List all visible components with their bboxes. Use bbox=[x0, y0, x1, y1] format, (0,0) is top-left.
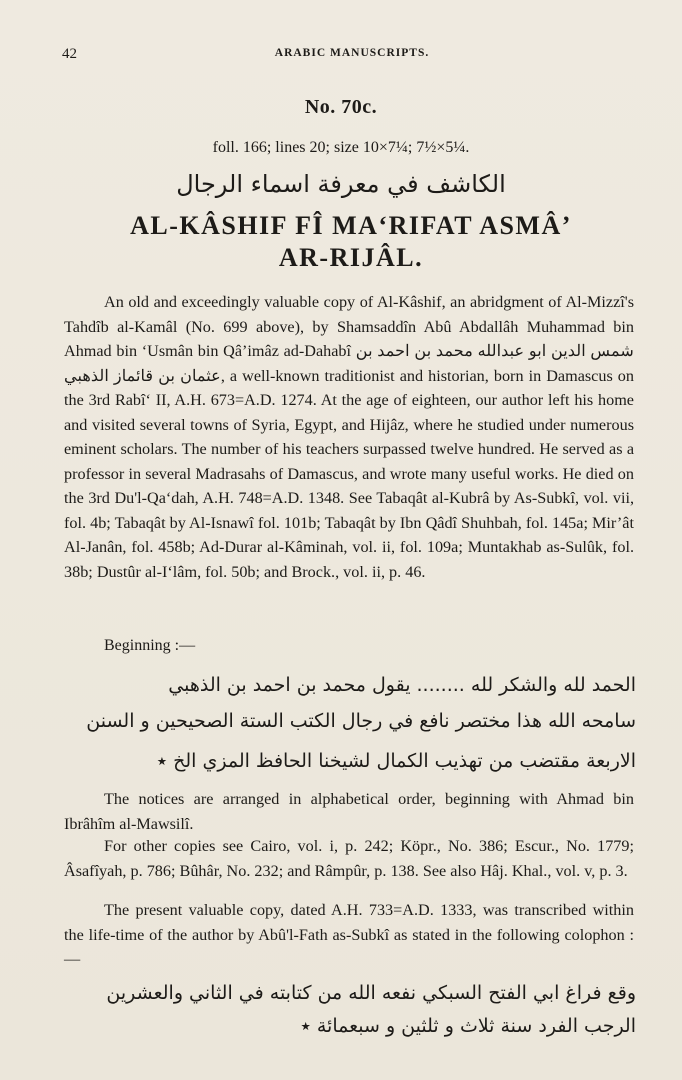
folio-info: foll. 166; lines 20; size 10×7¼; 7½×5¼. bbox=[212, 139, 470, 156]
notices-paragraph: The notices are arranged in alphabetical order, beginning with Ahmad bin Ibrâhîm al-Mawsilî. bbox=[64, 790, 634, 833]
entry-number: No. 70c. bbox=[304, 96, 378, 118]
beginning-arabic-line-3: الاربعة مقتضب من تهذيب الكمال لشيخنا الحافظ المزي الخ ٭ bbox=[156, 750, 636, 772]
running-title: ARABIC MANUSCRIPTS. bbox=[274, 47, 430, 59]
beginning-arabic-line-2: سامحه الله هذا مختصر نافع في رجال الكتب الستة الصحيحين و السنن bbox=[86, 710, 636, 732]
colophon-arabic-line-2: الرجب الفرد سنة ثلاث و ثلثين و سبعمائة ٭ bbox=[300, 1015, 636, 1037]
beginning-label: Beginning :— bbox=[104, 637, 196, 654]
page-header bbox=[62, 46, 642, 68]
arabic-title: الكاشف في معرفة اسماء الرجال bbox=[176, 170, 506, 198]
title-line-2: AR-RIJÂL. bbox=[278, 243, 424, 272]
page-number: 42 bbox=[62, 46, 77, 62]
beginning-arabic-line-1: الحمد لله والشكر لله ........ يقول محمد بن احمد بن الذهبي bbox=[168, 674, 636, 696]
other-copies-paragraph: For other copies see Cairo, vol. i, p. 242; Köpr., No. 386; Escur., No. 1779; Âsafîyah, p. 786; Bûhâr, No. 232; and Râmpûr, p. 138. See also Hâj. Khal., vol. v, p. 3. bbox=[64, 837, 634, 880]
description-paragraph: An old and exceedingly valuable copy of Al-Kâshif, an abridgment of Al-Mizzî's Tahdîb al-Kamâl (No. 699 above), by Shamsaddîn Abû Abdallâh Muhammad bin Ahmad bin ‘Usmân bin Qâ’imâz ad-Dahabî شمس الدين ابو عبدالله محمد بن احمد بن عثمان بن قائماز الذهبي, a well-known traditionist and historian, born in Damascus on the 3rd Rabî‘ II, A.H. 673=A.D. 1274. At the age of eighteen, our author left his home and visited several towns of Syria, Egypt, and Hijâz, where he studied under numerous eminent scholars. The number of his teachers surpassed twelve hundred. He served as a professor in several Madrasahs of Damascus, and wrote many useful works. He died on the 3rd Du'l-Qa‘dah, A.H. 748=A.D. 1348. See Tabaqât al-Kubrâ by As-Subkî, vol. vii, fol. 4b; Tabaqât by Al-Isnawî fol. 101b; Tabaqât by Ibn Qâdî Shuhbah, fol. 145a; Mir’ât Al-Janân, fol. 458b; Ad-Durar al-Kâminah, vol. ii, fol. 109a; Muntakhab as-Sulûk, fol. 38b; Dustûr al-I‘lâm, fol. 50b; and Brock., vol. ii, p. 46. bbox=[64, 293, 634, 581]
present-copy-paragraph: The present valuable copy, dated A.H. 733=A.D. 1333, was transcribed within the life-time of the author by Abû'l-Fath as-Subkî as stated in the following colophon :— bbox=[64, 901, 634, 968]
colophon-arabic-line-1: وقع فراغ ابي الفتح السبكي نفعه الله من كتابته في الثاني والعشرين bbox=[106, 982, 636, 1004]
work-title bbox=[60, 210, 642, 274]
title-line-1: AL-KÂSHIF FÎ MA‘RIFAT ASMÂ’ bbox=[130, 211, 572, 240]
